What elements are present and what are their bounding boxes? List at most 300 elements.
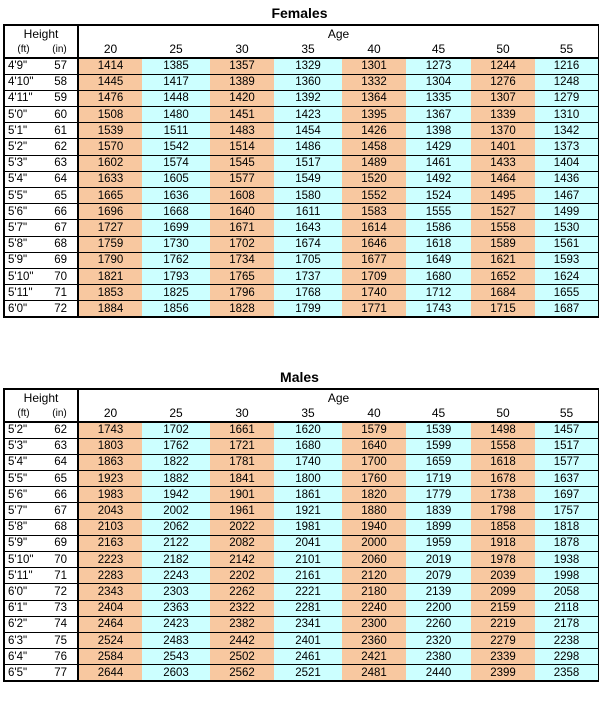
calorie-cell: 1517 [274, 155, 342, 171]
calorie-cell: 1404 [535, 155, 599, 171]
calorie-cell: 2483 [142, 632, 210, 648]
calorie-cell: 1684 [471, 285, 535, 301]
age-column-header: 25 [142, 42, 210, 59]
calorie-cell: 1820 [342, 487, 406, 503]
calorie-cell: 1779 [406, 487, 471, 503]
height-in-cell: 64 [42, 454, 78, 470]
height-in-cell: 59 [42, 90, 78, 106]
calorie-cell: 2423 [142, 616, 210, 632]
calorie-cell: 2320 [406, 632, 471, 648]
calorie-cell: 1586 [406, 220, 471, 236]
height-in-cell: 68 [42, 236, 78, 252]
age-column-header: 30 [210, 406, 274, 423]
calorie-cell: 1489 [342, 155, 406, 171]
height-in-cell: 73 [42, 600, 78, 616]
calorie-cell: 2163 [78, 535, 142, 551]
calorie-cell: 2502 [210, 649, 274, 665]
height-in-cell: 66 [42, 204, 78, 220]
age-column-header: 20 [78, 42, 142, 59]
age-header: Age [78, 389, 599, 406]
calorie-cell: 2082 [210, 535, 274, 551]
calorie-cell: 2178 [535, 616, 599, 632]
calorie-cell: 1655 [535, 285, 599, 301]
calorie-cell: 1492 [406, 171, 471, 187]
calorie-cell: 1570 [78, 139, 142, 155]
calorie-cell: 1580 [274, 188, 342, 204]
calorie-cell: 1545 [210, 155, 274, 171]
males-title: Males [280, 369, 319, 385]
height-in-cell: 68 [42, 519, 78, 535]
calorie-cell: 1367 [406, 107, 471, 123]
calorie-cell: 2243 [142, 568, 210, 584]
calorie-cell: 1364 [342, 90, 406, 106]
age-column-header: 25 [142, 406, 210, 423]
calorie-cell: 1762 [142, 252, 210, 268]
height-in-cell: 70 [42, 268, 78, 284]
calorie-cell: 1276 [471, 74, 535, 90]
calorie-cell: 1680 [274, 438, 342, 454]
ft-unit-label: (ft) [4, 42, 42, 59]
calorie-cell: 1743 [78, 422, 142, 438]
calorie-cell: 1558 [471, 438, 535, 454]
table-row [4, 252, 599, 268]
age-column-header: 55 [535, 42, 599, 59]
calorie-cell: 1342 [535, 123, 599, 139]
calorie-cell: 2343 [78, 584, 142, 600]
table-row [4, 422, 599, 438]
calorie-cell: 1301 [342, 58, 406, 74]
calorie-cell: 2062 [142, 519, 210, 535]
calorie-cell: 2060 [342, 552, 406, 568]
calorie-cell: 2300 [342, 616, 406, 632]
calorie-cell: 1624 [535, 268, 599, 284]
calorie-cell: 1757 [535, 503, 599, 519]
calorie-cell: 1593 [535, 252, 599, 268]
females-table [3, 24, 599, 318]
height-in-cell: 75 [42, 632, 78, 648]
calorie-cell: 1483 [210, 123, 274, 139]
calorie-cell: 1454 [274, 123, 342, 139]
height-header: Height [4, 25, 78, 42]
calorie-cell: 1216 [535, 58, 599, 74]
height-ft-cell: 5'2" [4, 422, 42, 438]
calorie-cell: 1633 [78, 171, 142, 187]
age-column-header: 50 [471, 42, 535, 59]
calorie-cell: 1539 [78, 123, 142, 139]
calorie-cell: 2079 [406, 568, 471, 584]
calorie-cell: 2524 [78, 632, 142, 648]
in-unit-label: (in) [42, 42, 78, 59]
height-in-cell: 62 [42, 422, 78, 438]
calorie-cell: 1715 [471, 301, 535, 317]
calorie-cell: 1696 [78, 204, 142, 220]
calorie-cell: 2118 [535, 600, 599, 616]
calorie-cell: 1549 [274, 171, 342, 187]
calorie-cell: 1918 [471, 535, 535, 551]
calorie-cell: 1853 [78, 285, 142, 301]
calorie-cell: 2464 [78, 616, 142, 632]
table-row [4, 600, 599, 616]
calorie-cell: 1978 [471, 552, 535, 568]
calorie-cell: 2279 [471, 632, 535, 648]
height-ft-cell: 5'11" [4, 285, 42, 301]
height-ft-cell: 5'2" [4, 139, 42, 155]
calorie-cell: 1671 [210, 220, 274, 236]
calorie-cell: 1618 [471, 454, 535, 470]
calorie-cell: 2200 [406, 600, 471, 616]
calorie-cell: 1498 [471, 422, 535, 438]
calorie-cell: 1760 [342, 471, 406, 487]
calorie-cell: 1781 [210, 454, 274, 470]
calorie-cell: 1712 [406, 285, 471, 301]
calorie-cell: 1329 [274, 58, 342, 74]
height-in-cell: 72 [42, 584, 78, 600]
height-ft-cell: 4'9" [4, 58, 42, 74]
calorie-cell: 2262 [210, 584, 274, 600]
height-ft-cell: 6'1" [4, 600, 42, 616]
calorie-cell: 1385 [142, 58, 210, 74]
calorie-cell: 1793 [142, 268, 210, 284]
calorie-cell: 2543 [142, 649, 210, 665]
calorie-cell: 1730 [142, 236, 210, 252]
calorie-cell: 1395 [342, 107, 406, 123]
age-column-header: 45 [406, 42, 471, 59]
calorie-cell: 1448 [142, 90, 210, 106]
calorie-cell: 1417 [142, 74, 210, 90]
calorie-cell: 2260 [406, 616, 471, 632]
calorie-cell: 1640 [342, 438, 406, 454]
calorie-cell: 1921 [274, 503, 342, 519]
calorie-cell: 1942 [142, 487, 210, 503]
calorie-cell: 1401 [471, 139, 535, 155]
calorie-cell: 1800 [274, 471, 342, 487]
calorie-cell: 2401 [274, 632, 342, 648]
calorie-cell: 1721 [210, 438, 274, 454]
calorie-cell: 1555 [406, 204, 471, 220]
height-in-cell: 67 [42, 220, 78, 236]
calorie-cell: 2644 [78, 665, 142, 681]
calorie-cell: 2603 [142, 665, 210, 681]
height-ft-cell: 6'3" [4, 632, 42, 648]
height-ft-cell: 5'1" [4, 123, 42, 139]
calorie-cell: 1486 [274, 139, 342, 155]
calorie-cell: 1511 [142, 123, 210, 139]
table-row [4, 268, 599, 284]
calorie-cell: 2382 [210, 616, 274, 632]
calorie-cell: 1643 [274, 220, 342, 236]
calorie-cell: 1389 [210, 74, 274, 90]
calorie-cell: 1759 [78, 236, 142, 252]
calorie-cell: 2283 [78, 568, 142, 584]
calorie-cell: 1574 [142, 155, 210, 171]
height-ft-cell: 6'0" [4, 301, 42, 317]
calorie-cell: 1599 [406, 438, 471, 454]
calorie-cell: 1605 [142, 171, 210, 187]
height-ft-cell: 5'4" [4, 454, 42, 470]
calorie-cell: 1863 [78, 454, 142, 470]
calorie-cell: 2481 [342, 665, 406, 681]
calorie-cell: 1579 [342, 422, 406, 438]
calorie-cell: 1884 [78, 301, 142, 317]
calorie-cell: 1577 [210, 171, 274, 187]
calorie-cell: 1790 [78, 252, 142, 268]
calorie-cell: 1940 [342, 519, 406, 535]
height-ft-cell: 5'5" [4, 471, 42, 487]
height-in-cell: 71 [42, 568, 78, 584]
calorie-cell: 1700 [342, 454, 406, 470]
calorie-cell: 1608 [210, 188, 274, 204]
calorie-cell: 2202 [210, 568, 274, 584]
calorie-cell: 1420 [210, 90, 274, 106]
calorie-cell: 1652 [471, 268, 535, 284]
height-ft-cell: 5'3" [4, 438, 42, 454]
calorie-cell: 1451 [210, 107, 274, 123]
table-row [4, 552, 599, 568]
calorie-cell: 1702 [210, 236, 274, 252]
calorie-cell: 1858 [471, 519, 535, 535]
calorie-cell: 2461 [274, 649, 342, 665]
calorie-cell: 2219 [471, 616, 535, 632]
calorie-cell: 1458 [342, 139, 406, 155]
calorie-cell: 1822 [142, 454, 210, 470]
height-ft-cell: 5'9" [4, 535, 42, 551]
calorie-cell: 2223 [78, 552, 142, 568]
table-row [4, 616, 599, 632]
calorie-cell: 2103 [78, 519, 142, 535]
height-ft-cell: 5'8" [4, 519, 42, 535]
height-ft-cell: 5'6" [4, 487, 42, 503]
age-column-header: 55 [535, 406, 599, 423]
calorie-cell: 1825 [142, 285, 210, 301]
calorie-cell: 1709 [342, 268, 406, 284]
calorie-cell: 2221 [274, 584, 342, 600]
height-ft-cell: 6'2" [4, 616, 42, 632]
calorie-cell: 1499 [535, 204, 599, 220]
calorie-cell: 2421 [342, 649, 406, 665]
calorie-cell: 1861 [274, 487, 342, 503]
calorie-cell: 1558 [471, 220, 535, 236]
height-ft-cell: 5'0" [4, 107, 42, 123]
females-title: Females [271, 5, 328, 21]
table-row [4, 471, 599, 487]
calorie-cell: 1727 [78, 220, 142, 236]
calorie-cell: 1621 [471, 252, 535, 268]
table-row [4, 236, 599, 252]
calorie-cell: 2180 [342, 584, 406, 600]
calorie-cell: 2298 [535, 649, 599, 665]
calorie-cell: 1901 [210, 487, 274, 503]
calorie-cell: 1743 [406, 301, 471, 317]
height-in-cell: 66 [42, 487, 78, 503]
calorie-cell: 1426 [342, 123, 406, 139]
calorie-cell: 1583 [342, 204, 406, 220]
calorie-cell: 1738 [471, 487, 535, 503]
height-header: Height [4, 389, 78, 406]
calorie-cell: 1495 [471, 188, 535, 204]
calorie-cell: 1740 [274, 454, 342, 470]
calorie-cell: 1828 [210, 301, 274, 317]
calorie-cell: 2562 [210, 665, 274, 681]
calorie-cell: 2363 [142, 600, 210, 616]
table-row [4, 204, 599, 220]
calorie-cell: 2022 [210, 519, 274, 535]
calorie-cell: 1983 [78, 487, 142, 503]
table-row [4, 171, 599, 187]
calorie-cell: 1740 [342, 285, 406, 301]
age-column-header: 40 [342, 42, 406, 59]
calorie-cell: 1659 [406, 454, 471, 470]
table-row [4, 535, 599, 551]
height-in-cell: 67 [42, 503, 78, 519]
calorie-cell: 1614 [342, 220, 406, 236]
height-in-cell: 70 [42, 552, 78, 568]
table-row [4, 487, 599, 503]
height-in-cell: 63 [42, 438, 78, 454]
height-ft-cell: 5'5" [4, 188, 42, 204]
table-row [4, 123, 599, 139]
calorie-cell: 2521 [274, 665, 342, 681]
table-row [4, 220, 599, 236]
age-column-header: 35 [274, 406, 342, 423]
subheader-row [4, 406, 599, 423]
calorie-cell: 1611 [274, 204, 342, 220]
height-in-cell: 57 [42, 58, 78, 74]
calorie-cell: 1577 [535, 454, 599, 470]
header-row [4, 389, 599, 406]
calorie-cell: 2440 [406, 665, 471, 681]
subheader-row [4, 42, 599, 59]
calorie-cell: 1680 [406, 268, 471, 284]
calorie-cell: 1981 [274, 519, 342, 535]
calorie-cell: 1392 [274, 90, 342, 106]
table-row [4, 454, 599, 470]
calorie-cell: 1539 [406, 422, 471, 438]
calorie-cell: 2360 [342, 632, 406, 648]
calorie-cell: 1880 [342, 503, 406, 519]
calorie-cell: 2099 [471, 584, 535, 600]
height-in-cell: 74 [42, 616, 78, 632]
calorie-cell: 1768 [274, 285, 342, 301]
calorie-cell: 1461 [406, 155, 471, 171]
calorie-cell: 1332 [342, 74, 406, 90]
calorie-cell: 2000 [342, 535, 406, 551]
table-row [4, 188, 599, 204]
calorie-cell: 1765 [210, 268, 274, 284]
height-in-cell: 64 [42, 171, 78, 187]
height-ft-cell: 5'7" [4, 220, 42, 236]
height-ft-cell: 4'11" [4, 90, 42, 106]
height-in-cell: 69 [42, 535, 78, 551]
table-row [4, 649, 599, 665]
calorie-cell: 1959 [406, 535, 471, 551]
calorie-cell: 1878 [535, 535, 599, 551]
height-in-cell: 62 [42, 139, 78, 155]
calorie-cell: 2399 [471, 665, 535, 681]
calorie-cell: 1705 [274, 252, 342, 268]
calorie-cell: 1307 [471, 90, 535, 106]
calorie-cell: 1646 [342, 236, 406, 252]
calorie-cell: 2122 [142, 535, 210, 551]
calorie-cell: 1856 [142, 301, 210, 317]
height-in-cell: 65 [42, 188, 78, 204]
calorie-cell: 1279 [535, 90, 599, 106]
table-row [4, 58, 599, 74]
calorie-cell: 1818 [535, 519, 599, 535]
calorie-cell: 1589 [471, 236, 535, 252]
calorie-cell: 2442 [210, 632, 274, 648]
height-ft-cell: 5'7" [4, 503, 42, 519]
calorie-cell: 1527 [471, 204, 535, 220]
height-in-cell: 69 [42, 252, 78, 268]
calorie-cell: 1360 [274, 74, 342, 90]
table-row [4, 568, 599, 584]
calorie-cell: 1457 [535, 422, 599, 438]
males-table [3, 388, 599, 682]
height-in-cell: 77 [42, 665, 78, 681]
calorie-cell: 1602 [78, 155, 142, 171]
table-row [4, 519, 599, 535]
calorie-cell: 1661 [210, 422, 274, 438]
height-ft-cell: 5'4" [4, 171, 42, 187]
calorie-cell: 2159 [471, 600, 535, 616]
height-in-cell: 58 [42, 74, 78, 90]
age-column-header: 40 [342, 406, 406, 423]
calorie-cell: 2281 [274, 600, 342, 616]
calorie-cell: 1248 [535, 74, 599, 90]
table-row [4, 301, 599, 317]
calorie-cell: 1882 [142, 471, 210, 487]
calorie-cell: 2238 [535, 632, 599, 648]
table-row [4, 139, 599, 155]
calorie-cell: 1423 [274, 107, 342, 123]
height-in-cell: 71 [42, 285, 78, 301]
calorie-cell: 1310 [535, 107, 599, 123]
calorie-cell: 1998 [535, 568, 599, 584]
calorie-cell: 1649 [406, 252, 471, 268]
height-ft-cell: 5'11" [4, 568, 42, 584]
calorie-cell: 1665 [78, 188, 142, 204]
height-ft-cell: 5'6" [4, 204, 42, 220]
in-unit-label: (in) [42, 406, 78, 423]
height-in-cell: 65 [42, 471, 78, 487]
calorie-cell: 2101 [274, 552, 342, 568]
height-ft-cell: 4'10" [4, 74, 42, 90]
calorie-cell: 2584 [78, 649, 142, 665]
calorie-cell: 1561 [535, 236, 599, 252]
calorie-cell: 2339 [471, 649, 535, 665]
calorie-cell: 1339 [471, 107, 535, 123]
calorie-cell: 1678 [471, 471, 535, 487]
calorie-cell: 1637 [535, 471, 599, 487]
calorie-cell: 2041 [274, 535, 342, 551]
calorie-cell: 2341 [274, 616, 342, 632]
table-row [4, 503, 599, 519]
calorie-cell: 1436 [535, 171, 599, 187]
calorie-cell: 1737 [274, 268, 342, 284]
calorie-cell: 2404 [78, 600, 142, 616]
calorie-cell: 1620 [274, 422, 342, 438]
calorie-cell: 1702 [142, 422, 210, 438]
calorie-cell: 1841 [210, 471, 274, 487]
calorie-cell: 1771 [342, 301, 406, 317]
calorie-cell: 1273 [406, 58, 471, 74]
height-ft-cell: 6'4" [4, 649, 42, 665]
height-in-cell: 76 [42, 649, 78, 665]
calorie-cell: 1480 [142, 107, 210, 123]
ft-unit-label: (ft) [4, 406, 42, 423]
calorie-cell: 1899 [406, 519, 471, 535]
table-row [4, 438, 599, 454]
